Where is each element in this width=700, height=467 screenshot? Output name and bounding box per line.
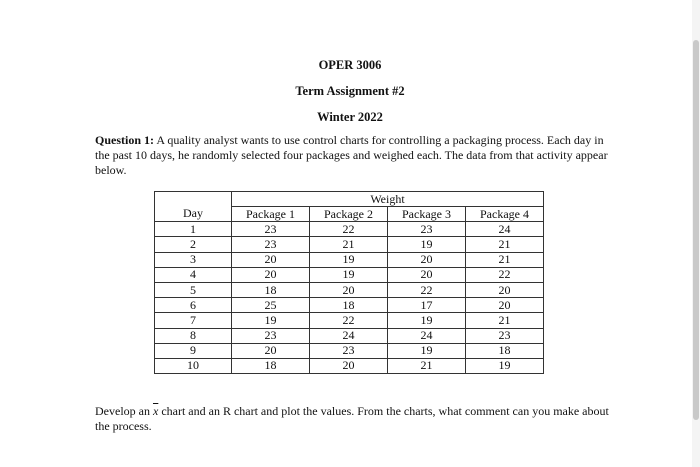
weight-cell: 20 <box>466 282 544 297</box>
weight-cell: 20 <box>388 267 466 282</box>
weight-group-header: Weight <box>232 192 544 207</box>
question-label: Question 1: <box>95 133 155 147</box>
weight-cell: 20 <box>466 298 544 313</box>
column-header: Package 2 <box>310 207 388 222</box>
weight-cell: 22 <box>310 313 388 328</box>
course-code: OPER 3006 <box>318 58 382 72</box>
weight-cell: 18 <box>232 282 310 297</box>
scrollbar-thumb[interactable] <box>693 40 699 420</box>
table-row <box>155 237 544 252</box>
day-cell: 1 <box>155 222 232 237</box>
weight-cell: 21 <box>388 358 466 373</box>
x-bar-symbol: $\overline{x}$ <box>152 404 159 418</box>
weight-cell: 23 <box>310 343 388 358</box>
assignment-title: Term Assignment #2 <box>295 84 405 98</box>
weight-cell: 20 <box>310 358 388 373</box>
weight-cell: 19 <box>388 237 466 252</box>
instruction-post: chart and an R chart and plot the values. From the charts, what comment can you make about the process. <box>95 404 609 433</box>
weight-cell: 19 <box>388 343 466 358</box>
table-row <box>155 222 544 237</box>
column-header: Day <box>155 207 232 222</box>
day-cell: 3 <box>155 252 232 267</box>
question-body: A quality analyst wants to use control charts for controlling a packaging process. Each day in the past 10 days, he randomly selected four packages and weighed each. The data from that activity appear below. <box>95 133 608 177</box>
weight-cell: 19 <box>310 252 388 267</box>
weight-cell: 18 <box>232 358 310 373</box>
question-text <box>95 133 615 178</box>
weight-cell: 25 <box>232 298 310 313</box>
weight-cell: 19 <box>232 313 310 328</box>
table-row <box>155 358 544 373</box>
day-cell: 7 <box>155 313 232 328</box>
weight-cell: 23 <box>232 222 310 237</box>
column-header: Package 1 <box>232 207 310 222</box>
weight-cell: 18 <box>310 298 388 313</box>
weight-cell: 22 <box>466 267 544 282</box>
day-cell: 2 <box>155 237 232 252</box>
weight-cell: 22 <box>310 222 388 237</box>
weight-cell: 21 <box>466 237 544 252</box>
table-row <box>155 313 544 328</box>
weight-cell: 23 <box>466 328 544 343</box>
weight-cell: 24 <box>466 222 544 237</box>
day-cell: 9 <box>155 343 232 358</box>
weight-cell: 21 <box>466 313 544 328</box>
weight-cell: 24 <box>310 328 388 343</box>
day-cell: 6 <box>155 298 232 313</box>
weight-cell: 21 <box>310 237 388 252</box>
table-row <box>155 328 544 343</box>
weight-cell: 20 <box>232 343 310 358</box>
weight-cell: 18 <box>466 343 544 358</box>
weight-cell: 22 <box>388 282 466 297</box>
day-cell: 4 <box>155 267 232 282</box>
day-header-top <box>155 192 232 207</box>
instruction-pre: Develop an <box>95 404 150 418</box>
table-row <box>155 282 544 297</box>
weight-cell: 20 <box>388 252 466 267</box>
weight-cell: 20 <box>232 252 310 267</box>
instruction-text <box>95 404 615 434</box>
weight-cell: 23 <box>232 328 310 343</box>
table-column-header-row <box>155 207 544 222</box>
table-group-header-row <box>155 192 544 207</box>
weight-cell: 17 <box>388 298 466 313</box>
vertical-scrollbar[interactable] <box>692 0 700 467</box>
day-cell: 10 <box>155 358 232 373</box>
weight-cell: 20 <box>232 267 310 282</box>
day-cell: 5 <box>155 282 232 297</box>
weight-cell: 23 <box>388 222 466 237</box>
weight-cell: 23 <box>232 237 310 252</box>
weight-cell: 19 <box>310 267 388 282</box>
column-header: Package 3 <box>388 207 466 222</box>
table-row <box>155 298 544 313</box>
weight-cell: 19 <box>466 358 544 373</box>
table-row <box>155 267 544 282</box>
weight-cell: 24 <box>388 328 466 343</box>
table-row <box>155 252 544 267</box>
day-cell: 8 <box>155 328 232 343</box>
column-header: Package 4 <box>466 207 544 222</box>
term-label: Winter 2022 <box>317 110 383 124</box>
weight-cell: 21 <box>466 252 544 267</box>
weight-cell: 19 <box>388 313 466 328</box>
weight-cell: 20 <box>310 282 388 297</box>
weight-data-table <box>154 191 544 374</box>
table-row <box>155 343 544 358</box>
